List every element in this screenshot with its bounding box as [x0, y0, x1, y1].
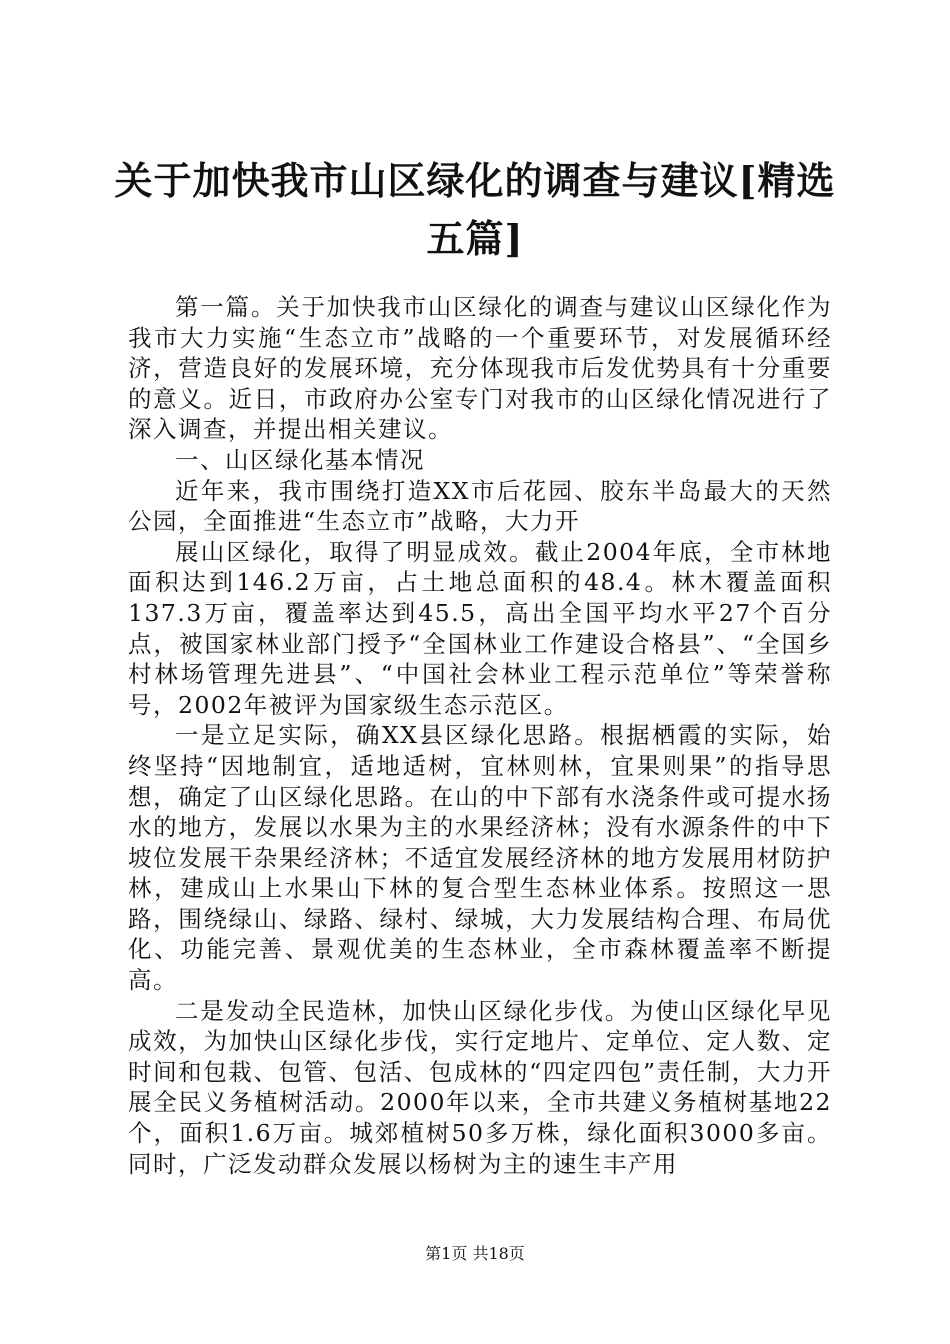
document-title: 关于加快我市山区绿化的调查与建议[精选五篇]	[114, 158, 836, 261]
paragraph: 近年来，我市围绕打造XX市后花园、胶东半岛最大的天然公园，全面推进“生态立市”战略，大力开	[128, 476, 832, 536]
section-heading: 一、山区绿化基本情况	[175, 445, 425, 474]
document-body	[128, 292, 832, 1179]
paragraph: 一是立足实际，确XX县区绿化思路。根据栖霞的实际，始终坚持“因地制宜，适地适树，宜林则林，宜果则果”的指导思想，确定了山区绿化思路。在山的中下部有水浇条件或可提水扬水的地方，发展以水果为主的水果经济林；没有水源条件的中下坡位发展干杂果经济林；不适宜发展经济林的地方发展用材防护林，建成山上水果山下林的复合型生态林业体系。按照这一思路，围绕绿山、绿路、绿村、绿城，大力发展结构合理、布局优化、功能完善、景观优美的生态林业，全市森林覆盖率不断提高。	[128, 721, 832, 995]
paragraph: 二是发动全民造林，加快山区绿化步伐。为使山区绿化早见成效，为加快山区绿化步伐，实行定地片、定单位、定人数、定时间和包栽、包管、包活、包成林的“四定四包”责任制，大力开展全民义务植树活动。2000年以来，全市共建义务植树基地22个，面积1.6万亩。城郊植树50多万株，绿化面积3000多亩。同时，广泛发动群众发展以杨树为主的速生丰产用	[128, 996, 832, 1178]
page-footer: 第1页 共18页	[425, 1244, 525, 1263]
paragraph: 展山区绿化，取得了明显成效。截止2004年底，全市林地面积达到146.2万亩，占土地总面积的48.4。林木覆盖面积137.3万亩，覆盖率达到45.5，高出全国平均水平27个百分点，被国家林业部门授予“全国林业工作建设合格县”、“全国乡村林场管理先进县”、“中国社会林业工程示范单位”等荣誉称号，2002年被评为国家级生态示范区。	[128, 537, 832, 719]
paragraph: 第一篇。关于加快我市山区绿化的调查与建议山区绿化作为我市大力实施“生态立市”战略的一个重要环节，对发展循环经济，营造良好的发展环境，充分体现我市后发优势具有十分重要的意义。近日，市政府办公室专门对我市的山区绿化情况进行了深入调查，并提出相关建议。	[128, 293, 832, 444]
